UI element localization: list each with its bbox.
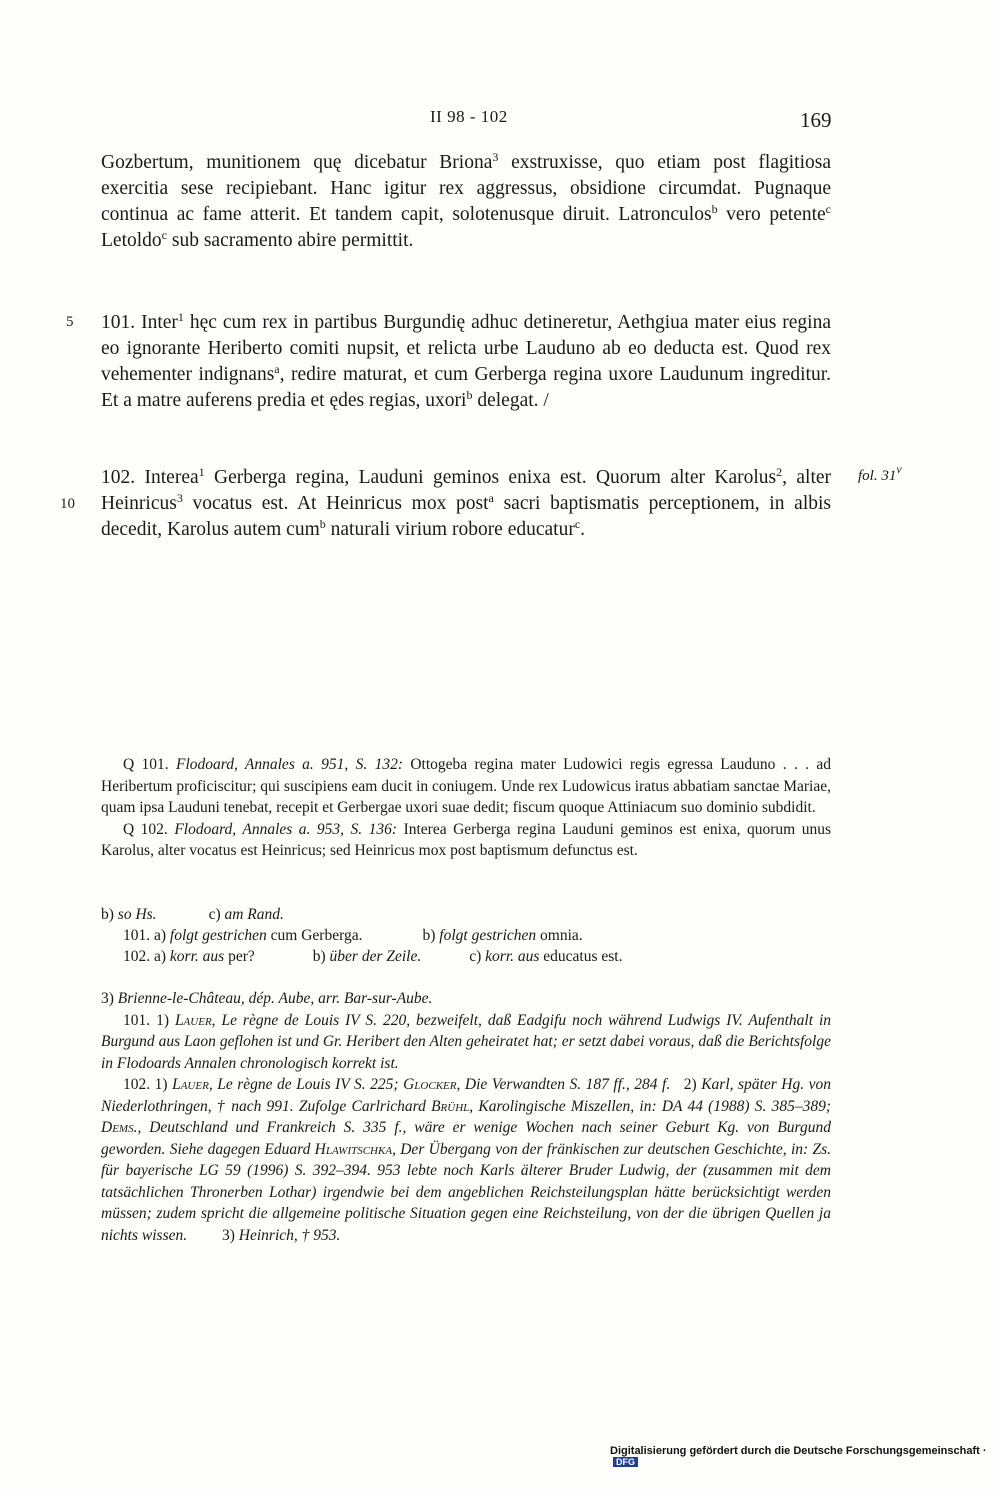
running-header: II 98 - 102 — [430, 107, 508, 126]
footer-text: Digitalisierung gefördert durch die Deutsche Forschungsgemeinschaft · — [610, 1445, 987, 1457]
dfg-logo: DFG — [613, 1457, 638, 1467]
line-number-10: 10 — [60, 496, 75, 512]
source-citations: Q 101. Flodoard, Annales a. 951, S. 132: Ottogeba regina mater Ludowici regis egressa Lauduno . . . ad Heribertum proficiscitur; qui suscipiens eam ducit in coniugem. Unde rex Ludowicus iratus abbatiam sanctae Mariae, quam ipsa Lauduni tenebat, recepit et Gerbergae uxori suae dedit; fiscum quoque Attiniacum suo dominio subdidit. Q 102. Flodoard, Annales a. 953, S. 136: Interea Gerberga regina Lauduni geminos est enixa, quorum unus Karolus, alter vocatus est Heinricus; sed Heinricus mox post baptismum defunctus est. — [101, 756, 831, 859]
folio-verso-mark: v — [896, 462, 902, 476]
page-number: 169 — [800, 108, 832, 132]
line-number-5: 5 — [66, 314, 74, 330]
historical-notes: 3) Brienne-le-Château, dép. Aube, arr. Bar-sur-Aube. 101. 1) Lauer, Le règne de Louis IV S. 220, bezweifelt, daß Eadgifu noch während Ludwigs IV. Aufenthalt in Burgund aus Laon geflohen ist und Gr. Heribert den Alten geheiratet hat; er setzt dabei voraus, daß die Berichtsfolge in Flodoards Annalen chronologisch korrekt ist. 102. 1) Lauer, Le règne de Louis IV S. 225; Glocker, Die Verwandten S. 187 ff., 284 f. 2) Karl, später Hg. von Niederlothringen, † nach 991. Zufolge Carlrichard Brühl, Karolingische Miszellen, in: DA 44 (1988) S. 385–389; Dems., Deutschland und Frankreich S. 335 f., wäre er wenige Wochen nach seiner Geburt Kg. von Burgund geworden. Siehe dagegen Eduard Hlawitschka, Der Übergang von der fränkischen zur deutschen Geschichte, in: Zs. für bayerische LG 59 (1996) S. 392–394. 953 lebte noch Karls älterer Bruder Ludwig, der (zusammen mit dem tatsächlichen Thronerben Lothar) irgendwie bei dem angeblichen Reichsteilungsplan hätte berücksichtigt werden müssen; zudem spricht die allgemeine politische Situation gegen eine Reichsteilung, von der die übrigen Quellen ja nichts wissen. 3) Heinrich, † 953. — [101, 990, 832, 1244]
funding-footer — [610, 1445, 1000, 1469]
folio-margin-note — [858, 462, 902, 485]
chapter-101-text: 101. Inter$^1$ hęc cum rex in partibus Burgundię adhuc detineretur, Aethgiua mater eius regina eo ignorante Heriberto comiti nupsit, et relicta urbe Lauduno ab eo deducta est. Quod rex vehementer indignans$^a$, redire maturat, et cum Gerberga regina uxore Laudunum ingreditur. Et a matre auferens predia et ędes regias, uxori$^b$ delegat. / — [101, 310, 831, 411]
chapter-100-text: Gozbertum, munitionem quę dicebatur Briona$^3$ exstruxisse, quo etiam post flagitiosa exercitia sese recipiebant. Hanc igitur rex aggressus, obsidione circumdat. Pugnaque continua ac fame atterit. Et tandem capit, solotenusque diruit. Latronculos$^b$ vero petente$^c$ Letoldo$^c$ sub sacramento abire permittit. — [101, 150, 831, 251]
chapter-102-text: 102. Interea$^1$ Gerberga regina, Lauduni geminos enixa est. Quorum alter Karolus$^2$, alter Heinricus$^3$ vocatus est. At Heinricus mox post$^a$ sacri baptismatis perceptionem, in albis decedit, Karolus autem cum$^b$ naturali virium robore educatur$^c$. — [101, 465, 832, 540]
critical-apparatus: b) so Hs. c) am Rand. 101. a) folgt gestrichen cum Gerberga. b) folgt gestrichen omnia. 102. a) korr. aus per? b) über der Zeile. c) korr. aus educatus est. — [101, 906, 623, 965]
folio-label: fol. 31 — [858, 468, 897, 484]
